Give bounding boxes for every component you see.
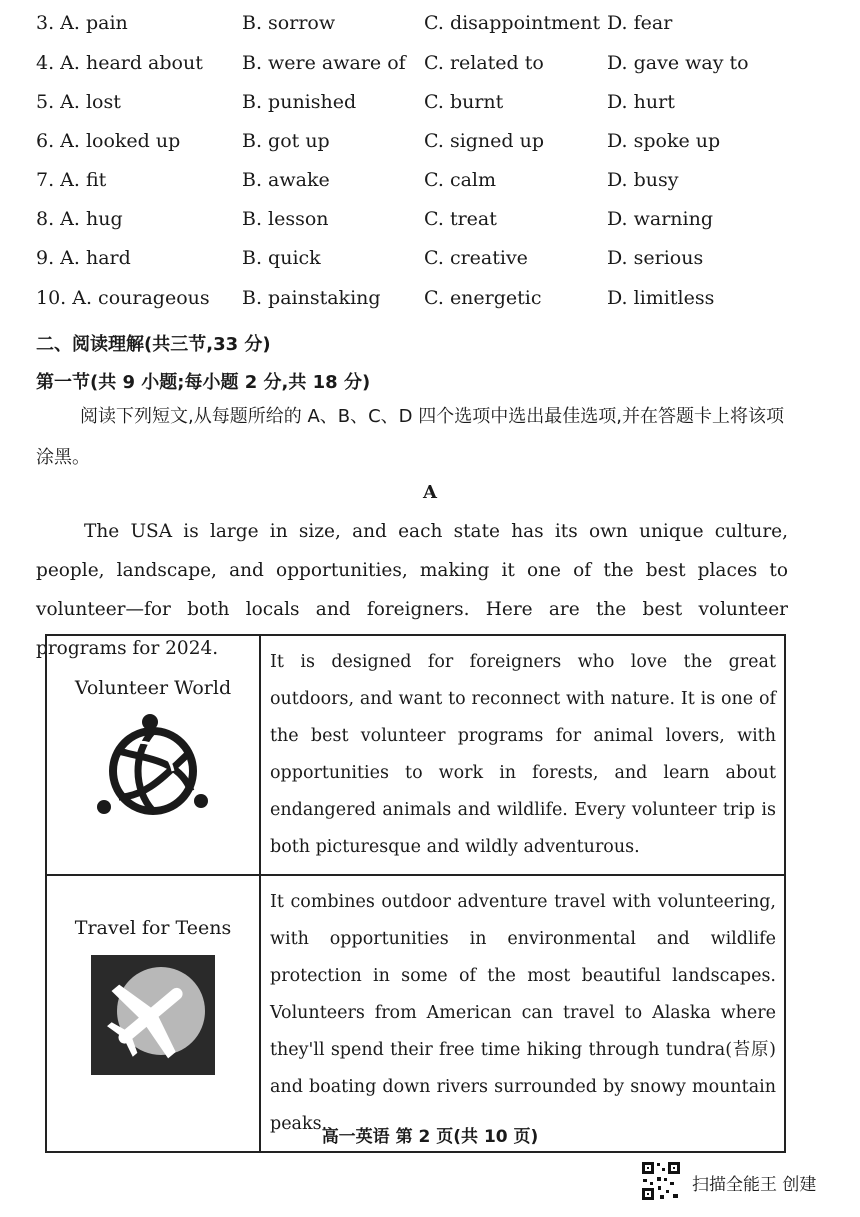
option-b: B. punished [242, 91, 357, 113]
option-b: B. painstaking [242, 287, 381, 309]
section-title: 二、阅读理解(共三节,33 分) [36, 334, 271, 355]
option-d: D. serious [607, 247, 704, 269]
option-c: C. calm [424, 169, 497, 191]
option-a: 10. A. courageous [36, 287, 210, 309]
question-row [0, 169, 860, 199]
question-row [0, 12, 860, 42]
question-row [0, 247, 860, 277]
option-d: D. warning [607, 208, 714, 230]
program-name-cell [46, 875, 260, 1152]
airplane-logo-icon [91, 955, 215, 1075]
program-description: It is designed for foreigners who love the great outdoors, and want to reconnect with nature. It is one of the best volunteer programs for animal lovers, with opportunities to work in forests, and learn about endangered animals and wildlife. Every volunteer trip is both picturesque and wildly adventurous. [260, 635, 785, 875]
question-row [0, 208, 860, 238]
option-d: D. gave way to [607, 52, 749, 74]
option-d: D. fear [607, 12, 673, 34]
program-name-cell [46, 635, 260, 875]
passage-letter: A [423, 482, 437, 503]
interlocking-circles-logo-icon [93, 713, 213, 821]
program-table [45, 634, 786, 1153]
question-row [0, 130, 860, 160]
option-d: D. hurt [607, 91, 675, 113]
option-c: C. signed up [424, 130, 545, 152]
option-d: D. limitless [607, 287, 715, 309]
passage-intro: The USA is large in size, and each state has its own unique culture, people, landscape, and opportunities, making it one of the best places to volunteer—for both locals and foreigners. Here are the best volunteer programs for 2024. [36, 521, 788, 659]
program-name: Volunteer World [74, 677, 232, 699]
part-title: 第一节(共 9 小题;每小题 2 分,共 18 分) [36, 372, 371, 393]
option-b: B. quick [242, 247, 321, 269]
scanner-watermark [640, 1160, 817, 1202]
program-name: Travel for Teens [74, 917, 232, 939]
option-c: C. disappointment [424, 12, 601, 34]
option-c: C. burnt [424, 91, 504, 113]
watermark-text: 扫描全能王 创建 [692, 1175, 817, 1195]
option-a: 8. A. hug [36, 208, 123, 230]
option-b: B. lesson [242, 208, 329, 230]
option-a: 6. A. looked up [36, 130, 181, 152]
page-footer: 高一英语 第 2 页(共 10 页) [321, 1127, 539, 1147]
option-b: B. were aware of [242, 52, 406, 74]
option-a: 5. A. lost [36, 91, 121, 113]
option-c: C. energetic [424, 287, 542, 309]
option-a: 7. A. fit [36, 169, 107, 191]
option-c: C. treat [424, 208, 497, 230]
option-b: B. sorrow [242, 12, 336, 34]
table-row [46, 875, 785, 1152]
option-a: 4. A. heard about [36, 52, 203, 74]
option-d: D. spoke up [607, 130, 721, 152]
program-description: It combines outdoor adventure travel with volunteering, with opportunities in environmental and wildlife protection in some of the most beautiful landscapes. Volunteers from American can travel to Alaska where they'll spend their free time hiking through tundra(苔原) and boating down rivers surrounded by snowy mountain peaks. [260, 875, 785, 1152]
question-row [0, 91, 860, 121]
qr-code-icon [640, 1160, 682, 1202]
question-row [0, 52, 860, 82]
option-c: C. creative [424, 247, 528, 269]
option-a: 3. A. pain [36, 12, 128, 34]
question-row [0, 287, 860, 317]
option-d: D. busy [607, 169, 679, 191]
instructions: 阅读下列短文,从每题所给的 A、B、C、D 四个选项中选出最佳选项,并在答题卡上将该项涂黑。 [36, 406, 784, 468]
option-b: B. got up [242, 130, 330, 152]
option-b: B. awake [242, 169, 330, 191]
table-row [46, 635, 785, 875]
option-c: C. related to [424, 52, 544, 74]
option-a: 9. A. hard [36, 247, 131, 269]
